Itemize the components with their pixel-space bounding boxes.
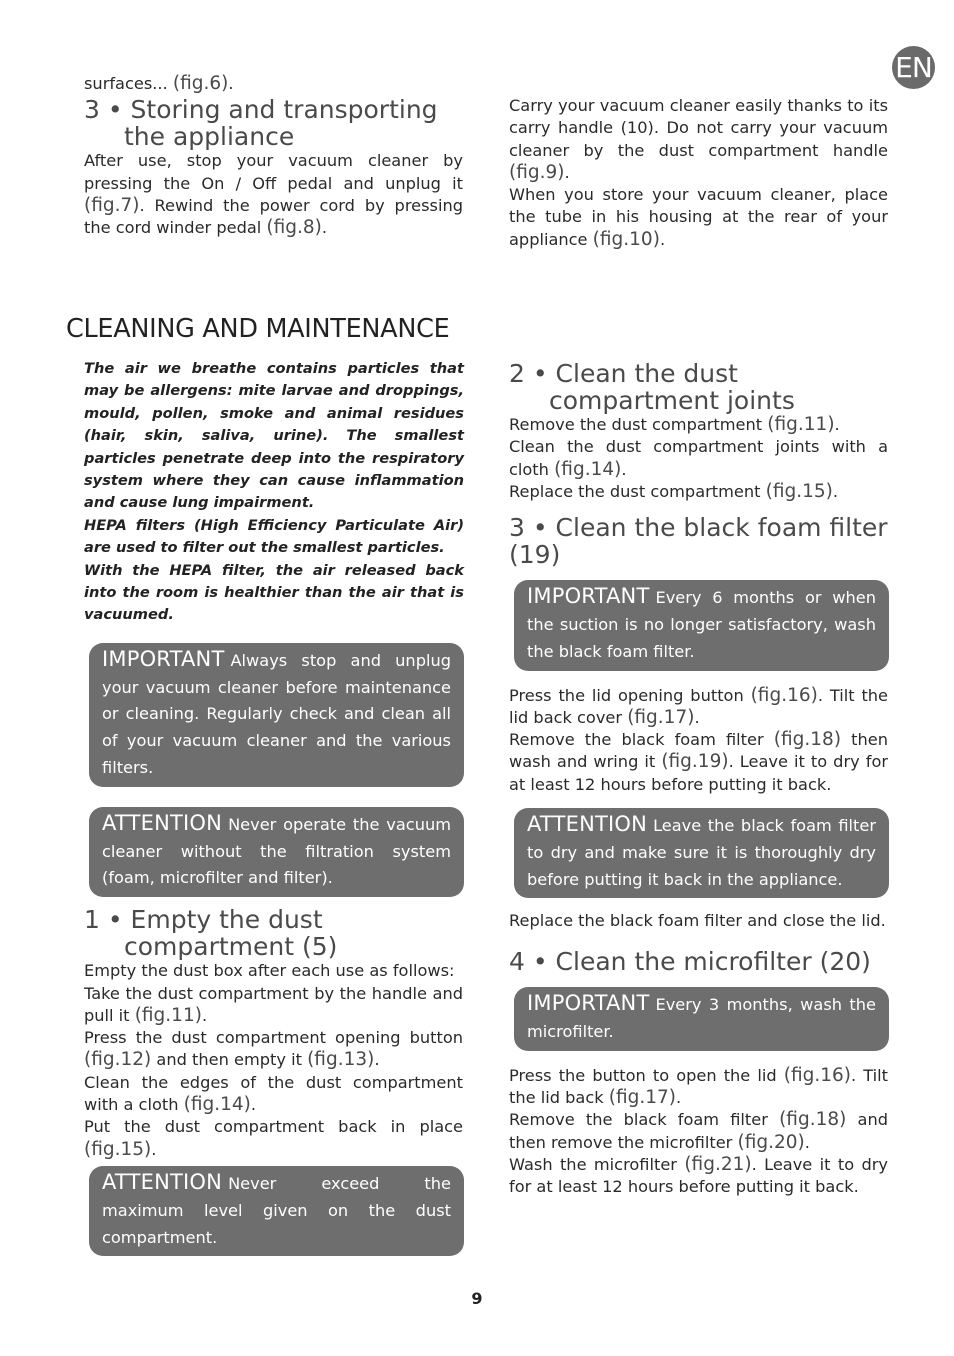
language-badge: EN xyxy=(892,46,935,89)
attention-label: ATTENTION xyxy=(102,1169,223,1194)
foam-p3: Replace the black foam filter and close the lid. xyxy=(509,911,886,931)
store-paragraph: When you store your vacuum cleaner, place the tube in his housing at the rear of your appliance (fig.10). xyxy=(509,185,888,250)
attention-box-foam-dry: ATTENTION Leave the black foam filter to dry and make sure it is thoroughly dry before putting it back in the appliance. xyxy=(514,808,889,898)
important-label: IMPORTANT xyxy=(102,646,225,671)
foam-heading: 3 • Clean the black foam filter (19) xyxy=(509,513,888,569)
joints-p2: Clean the dust compartment joints with a cloth (fig.14). xyxy=(509,437,888,480)
foam-p1: Press the lid opening button (fig.16). Tilt the lid back cover (fig.17). xyxy=(509,684,889,728)
carry-paragraph: Carry your vacuum cleaner easily thanks to its carry handle (10). Do not carry your vacuum cleaner by the dust compartment handle (fig.9). xyxy=(509,96,888,183)
attention-label: ATTENTION xyxy=(527,812,648,837)
intro-paragraph-3: With the HEPA filter, the air released back into the room is healthier than the air that is vacuumed. xyxy=(84,561,464,624)
attention-box-max-level: ATTENTION Never exceed the maximum level given on the dust compartment. xyxy=(89,1166,464,1256)
joints-heading: 2 • Clean the dust compartment joints xyxy=(509,359,795,415)
empty-p1: Empty the dust box after each use as follows: xyxy=(84,961,455,981)
micro-heading: 4 • Clean the microfilter (20) xyxy=(509,946,871,976)
important-box-micro: IMPORTANT Every 3 months, wash the microfilter. xyxy=(514,987,889,1051)
top-left-column xyxy=(84,73,463,239)
micro-section xyxy=(509,946,889,1199)
intro-paragraph-1: The air we breathe contains particles that may be allergens: mite larvae and droppings, mould, pollen, smoke and animal residues (hair, skin, saliva, urine). The smallest particles penetrate deep into the respiratory system where they can cause inflammation and cause lung impairment. xyxy=(84,360,464,512)
important-label: IMPORTANT xyxy=(527,991,650,1016)
micro-p2: Remove the black foam filter (fig.18) and then remove the microfilter (fig.20). xyxy=(509,1109,888,1153)
important-box-foam: IMPORTANT Every 6 months or when the suction is no longer satisfactory, wash the black foam filter. xyxy=(514,580,889,670)
attention-box-filtration: ATTENTION Never operate the vacuum cleaner without the filtration system (foam, microfilter and filter). xyxy=(89,807,464,897)
foam-p2: Remove the black foam filter (fig.18) then wash and wring it (fig.19). Leave it to dry for at least 12 hours before putting it back. xyxy=(509,729,889,794)
joints-p1: Remove the dust compartment (fig.11). xyxy=(509,414,840,435)
intro-paragraph-2: HEPA filters (High Efficiency Particulate Air) are used to filter out the smallest particles. xyxy=(84,516,464,557)
top-right-column xyxy=(509,95,888,251)
empty-p4: Clean the edges of the dust compartment with a cloth (fig.14). xyxy=(84,1072,463,1116)
empty-p2: Take the dust compartment by the handle and pull it (fig.11). xyxy=(84,983,463,1026)
joints-section xyxy=(509,361,888,503)
foam-section xyxy=(509,515,888,933)
storing-paragraph: After use, stop your vacuum cleaner by pressing the On / Off pedal and unplug it (fig.7). Rewind the power cord by pressing the cord winder pedal (fig.8). xyxy=(84,151,463,239)
attention-label: ATTENTION xyxy=(102,810,223,835)
storing-heading: 3 • Storing and transporting the appliance xyxy=(84,95,438,151)
page-number: 9 xyxy=(471,1289,483,1308)
empty-section xyxy=(84,907,463,1161)
important-box-maintenance: IMPORTANT Always stop and unplug your vacuum cleaner before maintenance or cleaning. Regularly check and clean all of your vacuum cleaner and the various filters. xyxy=(89,643,464,787)
micro-p1: Press the button to open the lid (fig.16). Tilt the lid back (fig.17). xyxy=(509,1064,888,1109)
left-column xyxy=(84,358,465,1256)
important-label: IMPORTANT xyxy=(527,584,650,609)
empty-heading: 1 • Empty the dust compartment (5) xyxy=(84,905,338,961)
empty-p5: Put the dust compartment back in place (fig.15). xyxy=(84,1117,463,1160)
joints-p3: Replace the dust compartment (fig.15). xyxy=(509,480,839,502)
empty-p3: Press the dust compartment opening button (fig.12) and then empty it (fig.13). xyxy=(84,1028,463,1071)
right-column xyxy=(509,361,890,1199)
continued-text: surfaces... (fig.6). xyxy=(84,73,234,94)
micro-p3: Wash the microfilter (fig.21). Leave it to dry for at least 12 hours before putting it back. xyxy=(509,1154,889,1197)
intro-block xyxy=(84,358,464,627)
section-title: CLEANING AND MAINTENANCE xyxy=(66,314,450,344)
